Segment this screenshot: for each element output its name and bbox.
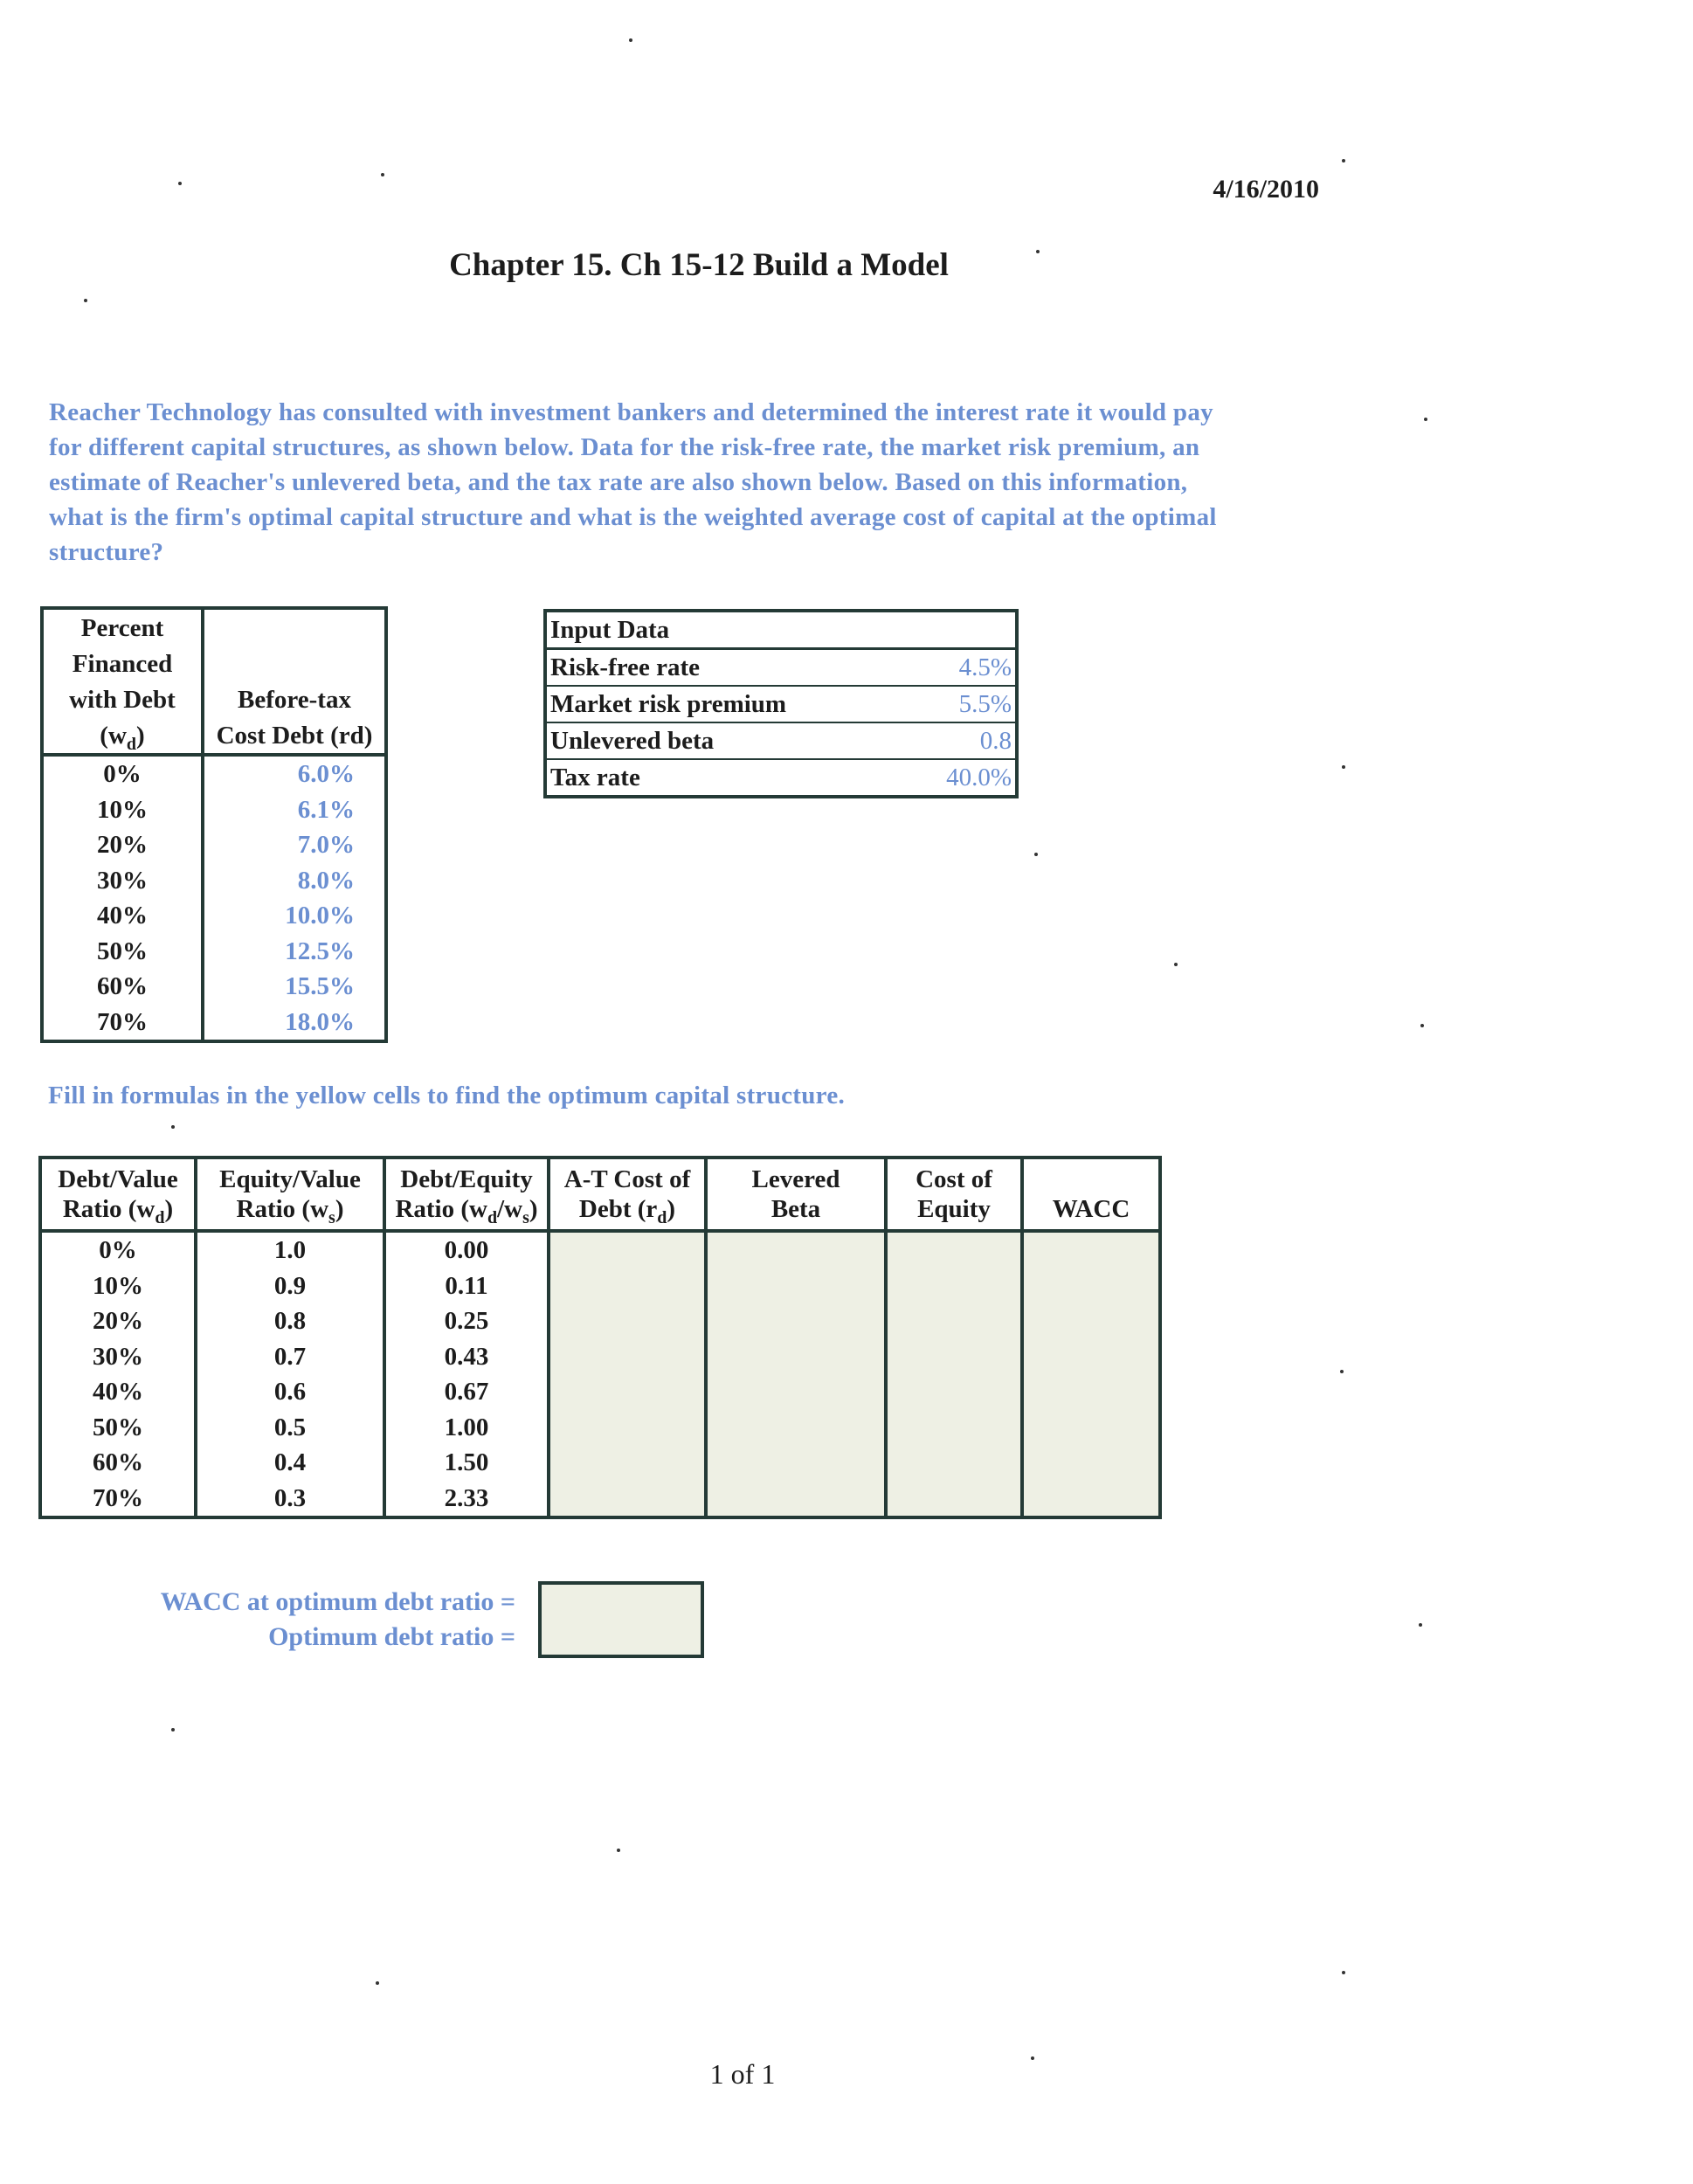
table-row: Unlevered beta 0.8 [545, 722, 1017, 759]
input-cell[interactable] [1022, 1374, 1160, 1410]
input-cell[interactable] [706, 1231, 886, 1268]
problem-statement [49, 395, 1324, 570]
scan-speck [1419, 1623, 1422, 1627]
scan-speck [1340, 1370, 1344, 1373]
optimum-ratio-label: Optimum debt ratio = [268, 1622, 515, 1651]
risk-free-rate-value[interactable]: 4.5% [910, 649, 1017, 687]
table-row: 50% 0.5 1.00 [40, 1410, 1160, 1446]
problem-line: Reacher Technology has consulted with investment bankers and determined the interest rate it would pay [49, 398, 1213, 426]
header-cell: with Debt [69, 686, 176, 714]
input-cell[interactable] [549, 1445, 706, 1481]
table-row: 70% 18.0% [42, 1005, 386, 1042]
scan-speck [376, 1981, 379, 1985]
header-cell: $(w_d)$ [42, 717, 203, 755]
input-cell[interactable] [1022, 1231, 1160, 1268]
table-row: 0% 6.0% [42, 755, 386, 792]
input-cell[interactable] [886, 1481, 1022, 1518]
scan-speck [84, 299, 87, 302]
table-row: 30% 0.7 0.43 [40, 1339, 1160, 1375]
table-row: Risk-free rate 4.5% [545, 649, 1017, 687]
input-cell[interactable] [886, 1303, 1022, 1339]
input-cell[interactable] [549, 1268, 706, 1304]
input-cell[interactable] [549, 1231, 706, 1268]
problem-line: structure? [49, 538, 164, 566]
header-cell: Financed [72, 650, 173, 678]
scan-speck [1342, 1971, 1345, 1974]
scan-speck [381, 173, 384, 176]
input-cell[interactable] [706, 1374, 886, 1410]
scan-speck [171, 1728, 175, 1731]
input-cell[interactable] [1022, 1410, 1160, 1446]
input-cell[interactable] [706, 1445, 886, 1481]
table-row: 50% 12.5% [42, 934, 386, 970]
header-cell: Debt/Value Ratio $(w_d)$ [40, 1158, 196, 1231]
capital-structure-table [38, 1156, 1162, 1519]
scan-speck [178, 182, 182, 185]
input-cell[interactable] [886, 1445, 1022, 1481]
unlevered-beta-value[interactable]: 0.8 [910, 722, 1017, 759]
page-number: 1 of 1 [709, 2058, 776, 2090]
scan-speck [1174, 963, 1178, 966]
input-cell[interactable] [886, 1339, 1022, 1375]
input-cell[interactable] [1022, 1339, 1160, 1375]
scan-speck [617, 1849, 620, 1852]
wacc-optimum-label: WACC at optimum debt ratio = [160, 1587, 515, 1616]
input-cell[interactable] [1022, 1268, 1160, 1304]
table-row: 70% 0.3 2.33 [40, 1481, 1160, 1518]
table-row: 0% 1.0 0.00 [40, 1231, 1160, 1268]
table-row: 10% 6.1% [42, 792, 386, 828]
market-risk-premium-value[interactable]: 5.5% [910, 686, 1017, 722]
table-row: 30% 8.0% [42, 863, 386, 899]
header-cell: Equity/Value Ratio $(w_s)$ [196, 1158, 384, 1231]
scan-speck [1342, 159, 1345, 162]
optimum-result-box [538, 1581, 704, 1658]
input-cell[interactable] [1022, 1445, 1160, 1481]
input-cell[interactable] [886, 1268, 1022, 1304]
table-row: Tax rate 40.0% [545, 759, 1017, 797]
scan-speck [1034, 853, 1038, 856]
input-cell[interactable] [706, 1339, 886, 1375]
debt-cost-table [40, 606, 388, 1043]
scan-speck [1424, 418, 1427, 421]
input-cell[interactable] [886, 1374, 1022, 1410]
header-cell: WACC [1022, 1158, 1160, 1231]
input-cell[interactable] [706, 1303, 886, 1339]
scan-speck [1036, 250, 1040, 253]
table-row: 40% 0.6 0.67 [40, 1374, 1160, 1410]
instruction-text: Fill in formulas in the yellow cells to find the optimum capital structure. [48, 1082, 846, 1109]
input-cell[interactable] [1022, 1303, 1160, 1339]
header-cell: Levered Beta [706, 1158, 886, 1231]
input-cell[interactable] [706, 1268, 886, 1304]
page-date: 4/16/2010 [1213, 175, 1319, 204]
input-cell[interactable] [549, 1303, 706, 1339]
header-cell: Percent [80, 614, 164, 642]
table-row: 60% 15.5% [42, 969, 386, 1005]
problem-line: what is the firm's optimal capital structure and what is the weighted average cost of capital at the optimal [49, 503, 1217, 531]
scan-speck [1031, 2056, 1034, 2060]
input-cell[interactable] [706, 1410, 886, 1446]
input-data-title: Input Data [545, 611, 1017, 649]
problem-line: for different capital structures, as shown below. Data for the risk-free rate, the market risk premium, an [49, 433, 1200, 461]
table-row: 20% 7.0% [42, 827, 386, 863]
table-row: 20% 0.8 0.25 [40, 1303, 1160, 1339]
header-cell: A-T Cost of Debt $(r_d)$ [549, 1158, 706, 1231]
input-cell[interactable] [549, 1339, 706, 1375]
header-cell: Debt/Equity Ratio $(w_d/w_s)$ [384, 1158, 549, 1231]
scan-speck [171, 1125, 175, 1129]
scan-speck [1342, 765, 1345, 769]
wacc-optimum-cell[interactable] [542, 1585, 701, 1620]
table-row: Market risk premium 5.5% [545, 686, 1017, 722]
optimum-ratio-cell[interactable] [542, 1620, 701, 1655]
table-row: 10% 0.9 0.11 [40, 1268, 1160, 1304]
page-title: Chapter 15. Ch 15-12 Build a Model [449, 247, 949, 283]
input-cell[interactable] [886, 1410, 1022, 1446]
table-row: 40% 10.0% [42, 898, 386, 934]
input-cell[interactable] [549, 1410, 706, 1446]
problem-line: estimate of Reacher's unlevered beta, and the tax rate are also shown below. Based on this information, [49, 468, 1188, 496]
input-cell[interactable] [706, 1481, 886, 1518]
input-cell[interactable] [549, 1481, 706, 1518]
header-cell: Before-tax [203, 681, 386, 717]
header-cell: Cost of Equity [886, 1158, 1022, 1231]
input-data-table [543, 609, 1019, 798]
input-cell[interactable] [886, 1231, 1022, 1268]
scan-speck [1420, 1024, 1424, 1027]
input-cell[interactable] [1022, 1481, 1160, 1518]
table-row: 60% 0.4 1.50 [40, 1445, 1160, 1481]
tax-rate-value[interactable]: 40.0% [946, 764, 1012, 791]
scan-speck [629, 38, 632, 42]
header-cell: Cost Debt (rd) [203, 717, 386, 755]
input-cell[interactable] [549, 1374, 706, 1410]
